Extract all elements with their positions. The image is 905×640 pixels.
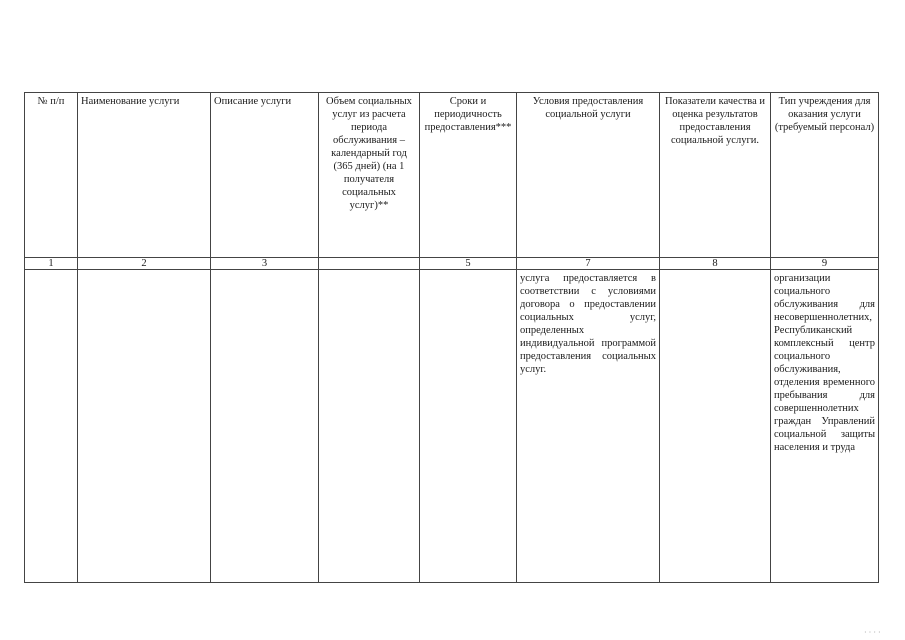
column-number: 5 xyxy=(420,258,517,270)
column-number xyxy=(319,258,420,270)
column-number: 1 xyxy=(25,258,78,270)
header-institution-type: Тип учреждения для оказания услуги (требуемый персонал) xyxy=(771,93,879,258)
column-number: 9 xyxy=(771,258,879,270)
cell-institution-type: организации социального обслуживания для несовершеннолетних, Республиканский комплексный центр социального обслуживания, отделения временного пребывания для совершеннолетних граждан Управлений социальной защиты населения и труда xyxy=(771,270,879,583)
header-service-description: Описание услуги xyxy=(211,93,319,258)
table-row xyxy=(25,270,879,583)
column-number-row xyxy=(25,258,879,270)
column-number: 8 xyxy=(660,258,771,270)
column-number: 7 xyxy=(517,258,660,270)
cell-quality-indicators xyxy=(660,270,771,583)
header-row xyxy=(25,93,879,258)
cell-number xyxy=(25,270,78,583)
cell-service-description xyxy=(211,270,319,583)
header-service-volume: Объем социальных услуг из расчета периода обслуживания – календарный год (365 дней) (на 1 получателя социальных услуг)** xyxy=(319,93,420,258)
services-table xyxy=(24,92,879,583)
header-quality-indicators: Показатели качества и оценка результатов предоставления социальной услуги. xyxy=(660,93,771,258)
cell-terms-frequency xyxy=(420,270,517,583)
header-terms-frequency: Сроки и периодичность предоставления*** xyxy=(420,93,517,258)
header-service-name: Наименование услуги xyxy=(78,93,211,258)
header-provision-conditions: Условия предоставления социальной услуги xyxy=(517,93,660,258)
cell-service-volume xyxy=(319,270,420,583)
header-number: № п/п xyxy=(25,93,78,258)
column-number: 3 xyxy=(211,258,319,270)
cell-service-name xyxy=(78,270,211,583)
column-number: 2 xyxy=(78,258,211,270)
corner-mark: · · · · xyxy=(864,628,881,637)
cell-provision-conditions: услуга предоставляется в соответствии с условиями договора о предоставлении социальных услуг, определенных индивидуальной программой предоставления социальных услуг. xyxy=(517,270,660,583)
